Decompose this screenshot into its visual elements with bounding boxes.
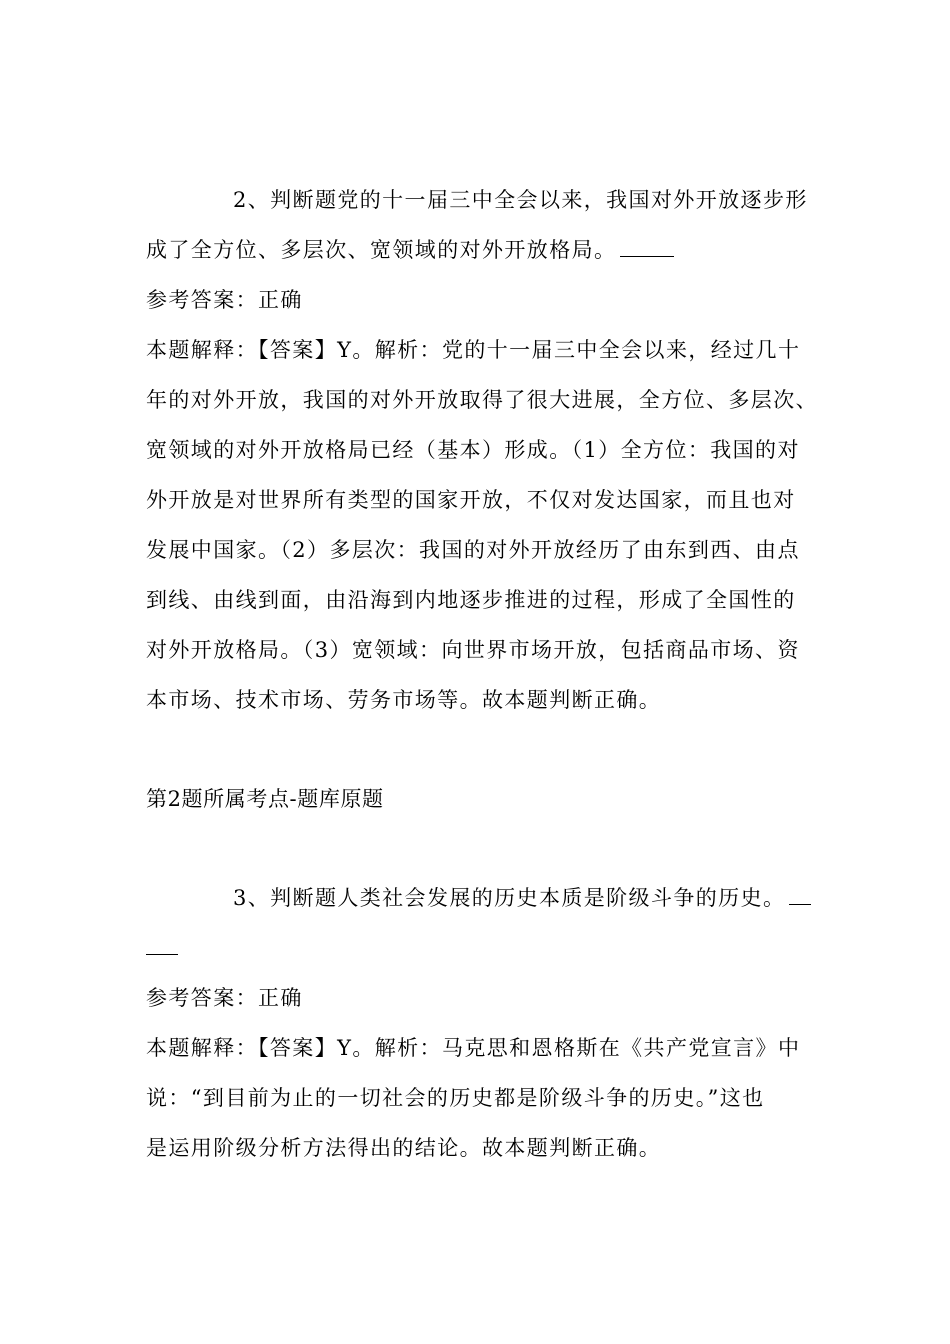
q2-explanation-line-8: 本市场、技术市场、劳务市场等。故本题判断正确。 bbox=[146, 688, 662, 712]
q2-knowledge-point: 第2题所属考点-题库原题 bbox=[146, 787, 384, 811]
q2-explanation-line-1: 本题解释：【答案】Y。解析：党的十一届三中全会以来，经过几十 bbox=[146, 338, 801, 362]
answer-blank bbox=[146, 936, 178, 955]
q2-question-line-1: 2、判断题党的十一届三中全会以来，我国对外开放逐步形 bbox=[233, 188, 808, 212]
q3-question-text: 3、判断题人类社会发展的历史本质是阶级斗争的历史。 bbox=[233, 886, 786, 910]
q3-reference-answer: 参考答案：正确 bbox=[146, 986, 303, 1010]
q2-explanation-line-6: 到线、由线到面，由沿海到内地逐步推进的过程，形成了全国性的 bbox=[146, 588, 796, 612]
q2-explanation-line-3: 宽领域的对外开放格局已经（基本）形成。（1）全方位：我国的对 bbox=[146, 438, 800, 462]
q2-reference-answer: 参考答案：正确 bbox=[146, 288, 303, 312]
q2-explanation-line-4: 外开放是对世界所有类型的国家开放，不仅对发达国家，而且也对 bbox=[146, 488, 796, 512]
q2-explanation-line-7: 对外开放格局。（3）宽领域：向世界市场开放，包括商品市场、资 bbox=[146, 638, 800, 662]
q3-question-line-2 bbox=[146, 936, 806, 960]
q2-question-text: 成了全方位、多层次、宽领域的对外开放格局。 bbox=[146, 238, 617, 262]
q2-question-line-2 bbox=[146, 238, 806, 262]
answer-blank bbox=[620, 238, 674, 257]
q3-question-line-1 bbox=[233, 886, 806, 910]
answer-blank bbox=[789, 886, 811, 905]
q2-explanation-line-5: 发展中国家。（2）多层次：我国的对外开放经历了由东到西、由点 bbox=[146, 538, 800, 562]
q2-explanation-line-2: 年的对外开放，我国的对外开放取得了很大进展，全方位、多层次、 bbox=[146, 388, 818, 412]
q3-explanation-line-1: 本题解释：【答案】Y。解析：马克思和恩格斯在《共产党宣言》中 bbox=[146, 1036, 801, 1060]
q3-explanation-line-3: 是运用阶级分析方法得出的结论。故本题判断正确。 bbox=[146, 1136, 662, 1160]
q3-explanation-line-2: 说：“到目前为止的一切社会的历史都是阶级斗争的历史。”这也 bbox=[146, 1086, 765, 1110]
